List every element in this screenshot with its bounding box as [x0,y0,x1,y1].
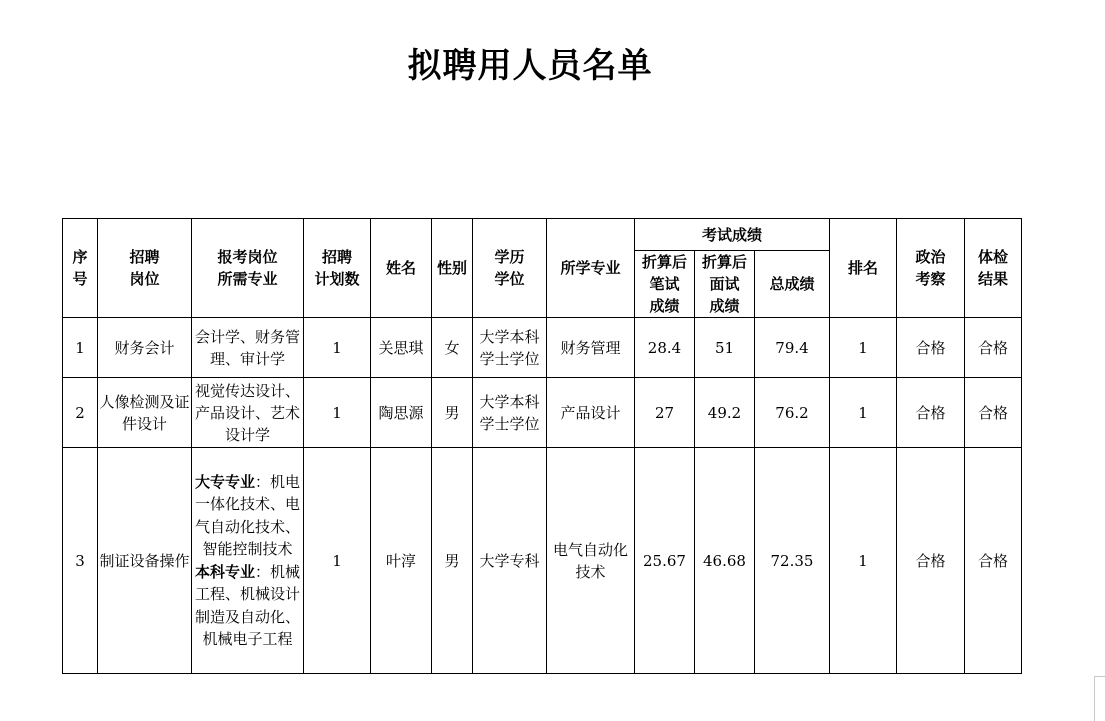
cell-political: 合格 [897,378,965,448]
bachelor-major-label: 本科专业 [194,562,255,581]
cell-education: 大学本科学士学位 [473,378,547,448]
header-position: 招聘 岗位 [98,219,192,318]
cell-gender: 男 [432,448,473,674]
cell-seq: 2 [63,378,98,448]
cell-written-score: 25.67 [635,448,695,674]
bachelor-major-text: ：机械工程、机械设计制造及自动化、机械电子工程 [194,562,301,648]
header-rank: 排名 [830,219,897,318]
header-seq: 序 号 [63,219,98,318]
cell-political: 合格 [897,318,965,378]
page-title: 拟聘用人员名单 [407,46,653,86]
cell-seq: 1 [63,318,98,378]
cell-major: 财务管理 [547,318,635,378]
header-plan-count: 招聘 计划数 [304,219,371,318]
cell-education: 大学本科学士学位 [473,318,547,378]
cell-rank: 1 [830,448,897,674]
cell-position: 人像检测及证件设计 [98,378,192,448]
cell-gender: 女 [432,318,473,378]
cell-education: 大学专科 [473,448,547,674]
cell-rank: 1 [830,318,897,378]
cell-major: 产品设计 [547,378,635,448]
cell-position: 财务会计 [98,318,192,378]
header-written-score: 折算后 笔试 成绩 [635,251,695,318]
table-row [63,318,1022,378]
header-political: 政治 考察 [897,219,965,318]
cell-interview-score: 49.2 [695,378,755,448]
cell-gender: 男 [432,378,473,448]
cell-position: 制证设备操作 [98,448,192,674]
cell-medical: 合格 [965,378,1022,448]
page-corner-divider [1094,676,1105,677]
cell-interview-score: 46.68 [695,448,755,674]
cell-name: 叶淳 [371,448,432,674]
cell-required-major [192,448,304,674]
personnel-table [62,218,1022,674]
cell-total-score: 79.4 [755,318,830,378]
table-row [63,378,1022,448]
cell-required-major: 会计学、财务管理、审计学 [192,318,304,378]
cell-seq: 3 [63,448,98,674]
cell-medical: 合格 [965,318,1022,378]
cell-major: 电气自动化技术 [547,448,635,674]
header-education: 学历 学位 [473,219,547,318]
cell-medical: 合格 [965,448,1022,674]
header-gender: 性别 [432,219,473,318]
header-interview-score: 折算后 面试 成绩 [695,251,755,318]
cell-total-score: 76.2 [755,378,830,448]
header-name: 姓名 [371,219,432,318]
table-row [63,448,1022,674]
cell-written-score: 27 [635,378,695,448]
cell-required-major: 视觉传达设计、产品设计、艺术设计学 [192,378,304,448]
cell-plan: 1 [304,318,371,378]
header-required-major: 报考岗位 所需专业 [192,219,304,318]
header-major: 所学专业 [547,219,635,318]
page-corner-divider [1094,676,1095,721]
cell-total-score: 72.35 [755,448,830,674]
cell-plan: 1 [304,378,371,448]
header-total-score: 总成绩 [755,251,830,318]
cell-political: 合格 [897,448,965,674]
cell-plan: 1 [304,448,371,674]
header-medical: 体检 结果 [965,219,1022,318]
college-major-text: ：机电一体化技术、电气自动化技术、智能控制技术 [194,472,301,558]
cell-name: 陶思源 [371,378,432,448]
college-major-label: 大专专业 [194,472,255,491]
cell-rank: 1 [830,378,897,448]
cell-interview-score: 51 [695,318,755,378]
cell-name: 关思琪 [371,318,432,378]
cell-written-score: 28.4 [635,318,695,378]
header-exam-scores: 考试成绩 [635,219,830,251]
